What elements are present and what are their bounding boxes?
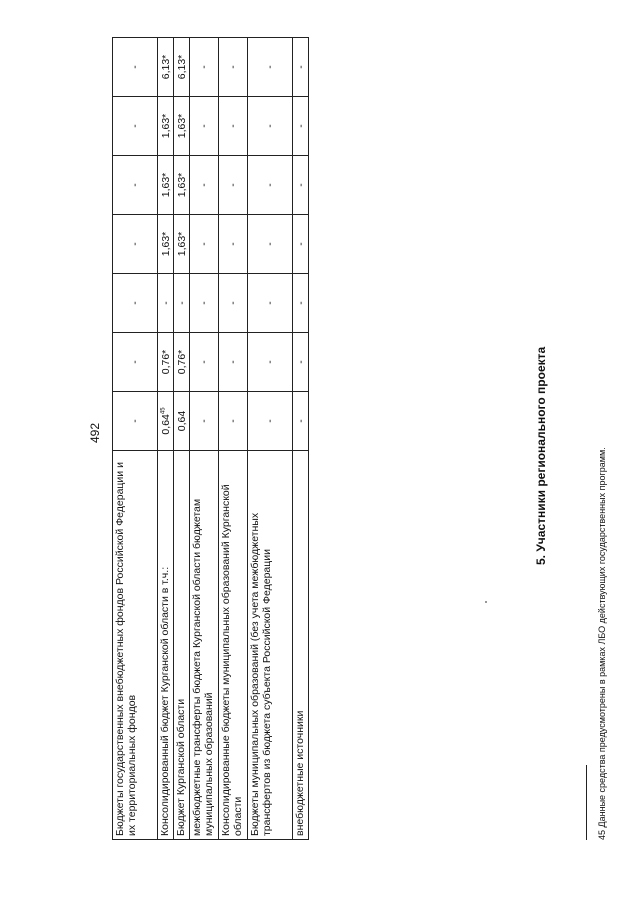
scan-speck [485,601,487,603]
cell-value: - [293,215,309,274]
cell-value: 0,76* [158,333,174,392]
table-row [174,38,190,840]
cell-value: - [219,392,248,451]
cell-value: 1,63* [174,156,190,215]
cell-value: - [190,215,219,274]
cell-value: - [293,392,309,451]
cell-value: - [219,156,248,215]
cell-value: - [158,274,174,333]
row-label: Бюджеты государственных внебюджетных фондов Российской Федерации и их территориальных фондов [113,451,158,840]
cell-value: - [248,333,293,392]
footnote-divider [586,765,587,840]
cell-value: - [293,333,309,392]
page-number: 492 [88,422,102,444]
cell-value: - [248,38,293,97]
row-label: Консолидированные бюджеты муниципальных образований Курганской области [219,451,248,840]
cell-value: - [113,38,158,97]
table-row [113,38,158,840]
cell-value: - [219,38,248,97]
cell-value: - [248,392,293,451]
cell-value: 1,63* [158,97,174,156]
cell-value: - [190,333,219,392]
cell-value: - [293,38,309,97]
cell-value: 1,63* [174,97,190,156]
cell-value: - [113,97,158,156]
cell-value: - [219,333,248,392]
cell-value: - [190,274,219,333]
cell-value [158,392,174,451]
row-label: Бюджеты муниципальных образований (без учета межбюджетных трансфертов из бюджета субъекта Российской Федерации [248,451,293,840]
cell-value: - [174,274,190,333]
row-label: межбюджетные трансферты бюджета Курганской области бюджетам муниципальных образований [190,451,219,840]
row-label: внебюджетные источники [293,451,309,840]
cell-value: 1,63* [158,215,174,274]
cell-value: - [113,274,158,333]
cell-value: 0,76* [174,333,190,392]
cell-value: - [190,97,219,156]
table-row [293,38,309,840]
row-label: Консолидированный бюджет Курганской области в т.ч.: [158,451,174,840]
cell-number: 0,64 [159,414,172,435]
cell-value: - [293,156,309,215]
cell-value: - [293,97,309,156]
table-row [248,38,293,840]
cell-value: - [219,215,248,274]
cell-value: - [190,392,219,451]
table-row [219,38,248,840]
cell-value: 1,63* [174,215,190,274]
cell-value: - [190,156,219,215]
section-heading: 5. Участники регионального проекта [534,346,548,565]
cell-value: - [248,274,293,333]
footnote-text: Данные средства предусмотрены в рамках ЛБО действующих государственных программ. [597,447,607,828]
cell-value: - [248,215,293,274]
cell-value: 0,64 [174,392,190,451]
cell-value: - [113,333,158,392]
cell-value: - [113,156,158,215]
cell-value: - [219,274,248,333]
footnote-marker: 45 [597,829,607,840]
cell-value: - [248,156,293,215]
cell-value: - [190,38,219,97]
cell-value: 1,63* [158,156,174,215]
table-row [190,38,219,840]
table-row [158,38,174,840]
cell-value: - [248,97,293,156]
funding-table [112,37,309,840]
cell-value: - [219,97,248,156]
cell-value: - [113,392,158,451]
cell-value: 6,13* [174,38,190,97]
cell-value: 6,13* [158,38,174,97]
footnote [597,200,607,840]
cell-value: - [113,215,158,274]
row-label: Бюджет Курганской области [174,451,190,840]
cell-value: - [293,274,309,333]
footnote-ref: 45 [160,407,166,415]
